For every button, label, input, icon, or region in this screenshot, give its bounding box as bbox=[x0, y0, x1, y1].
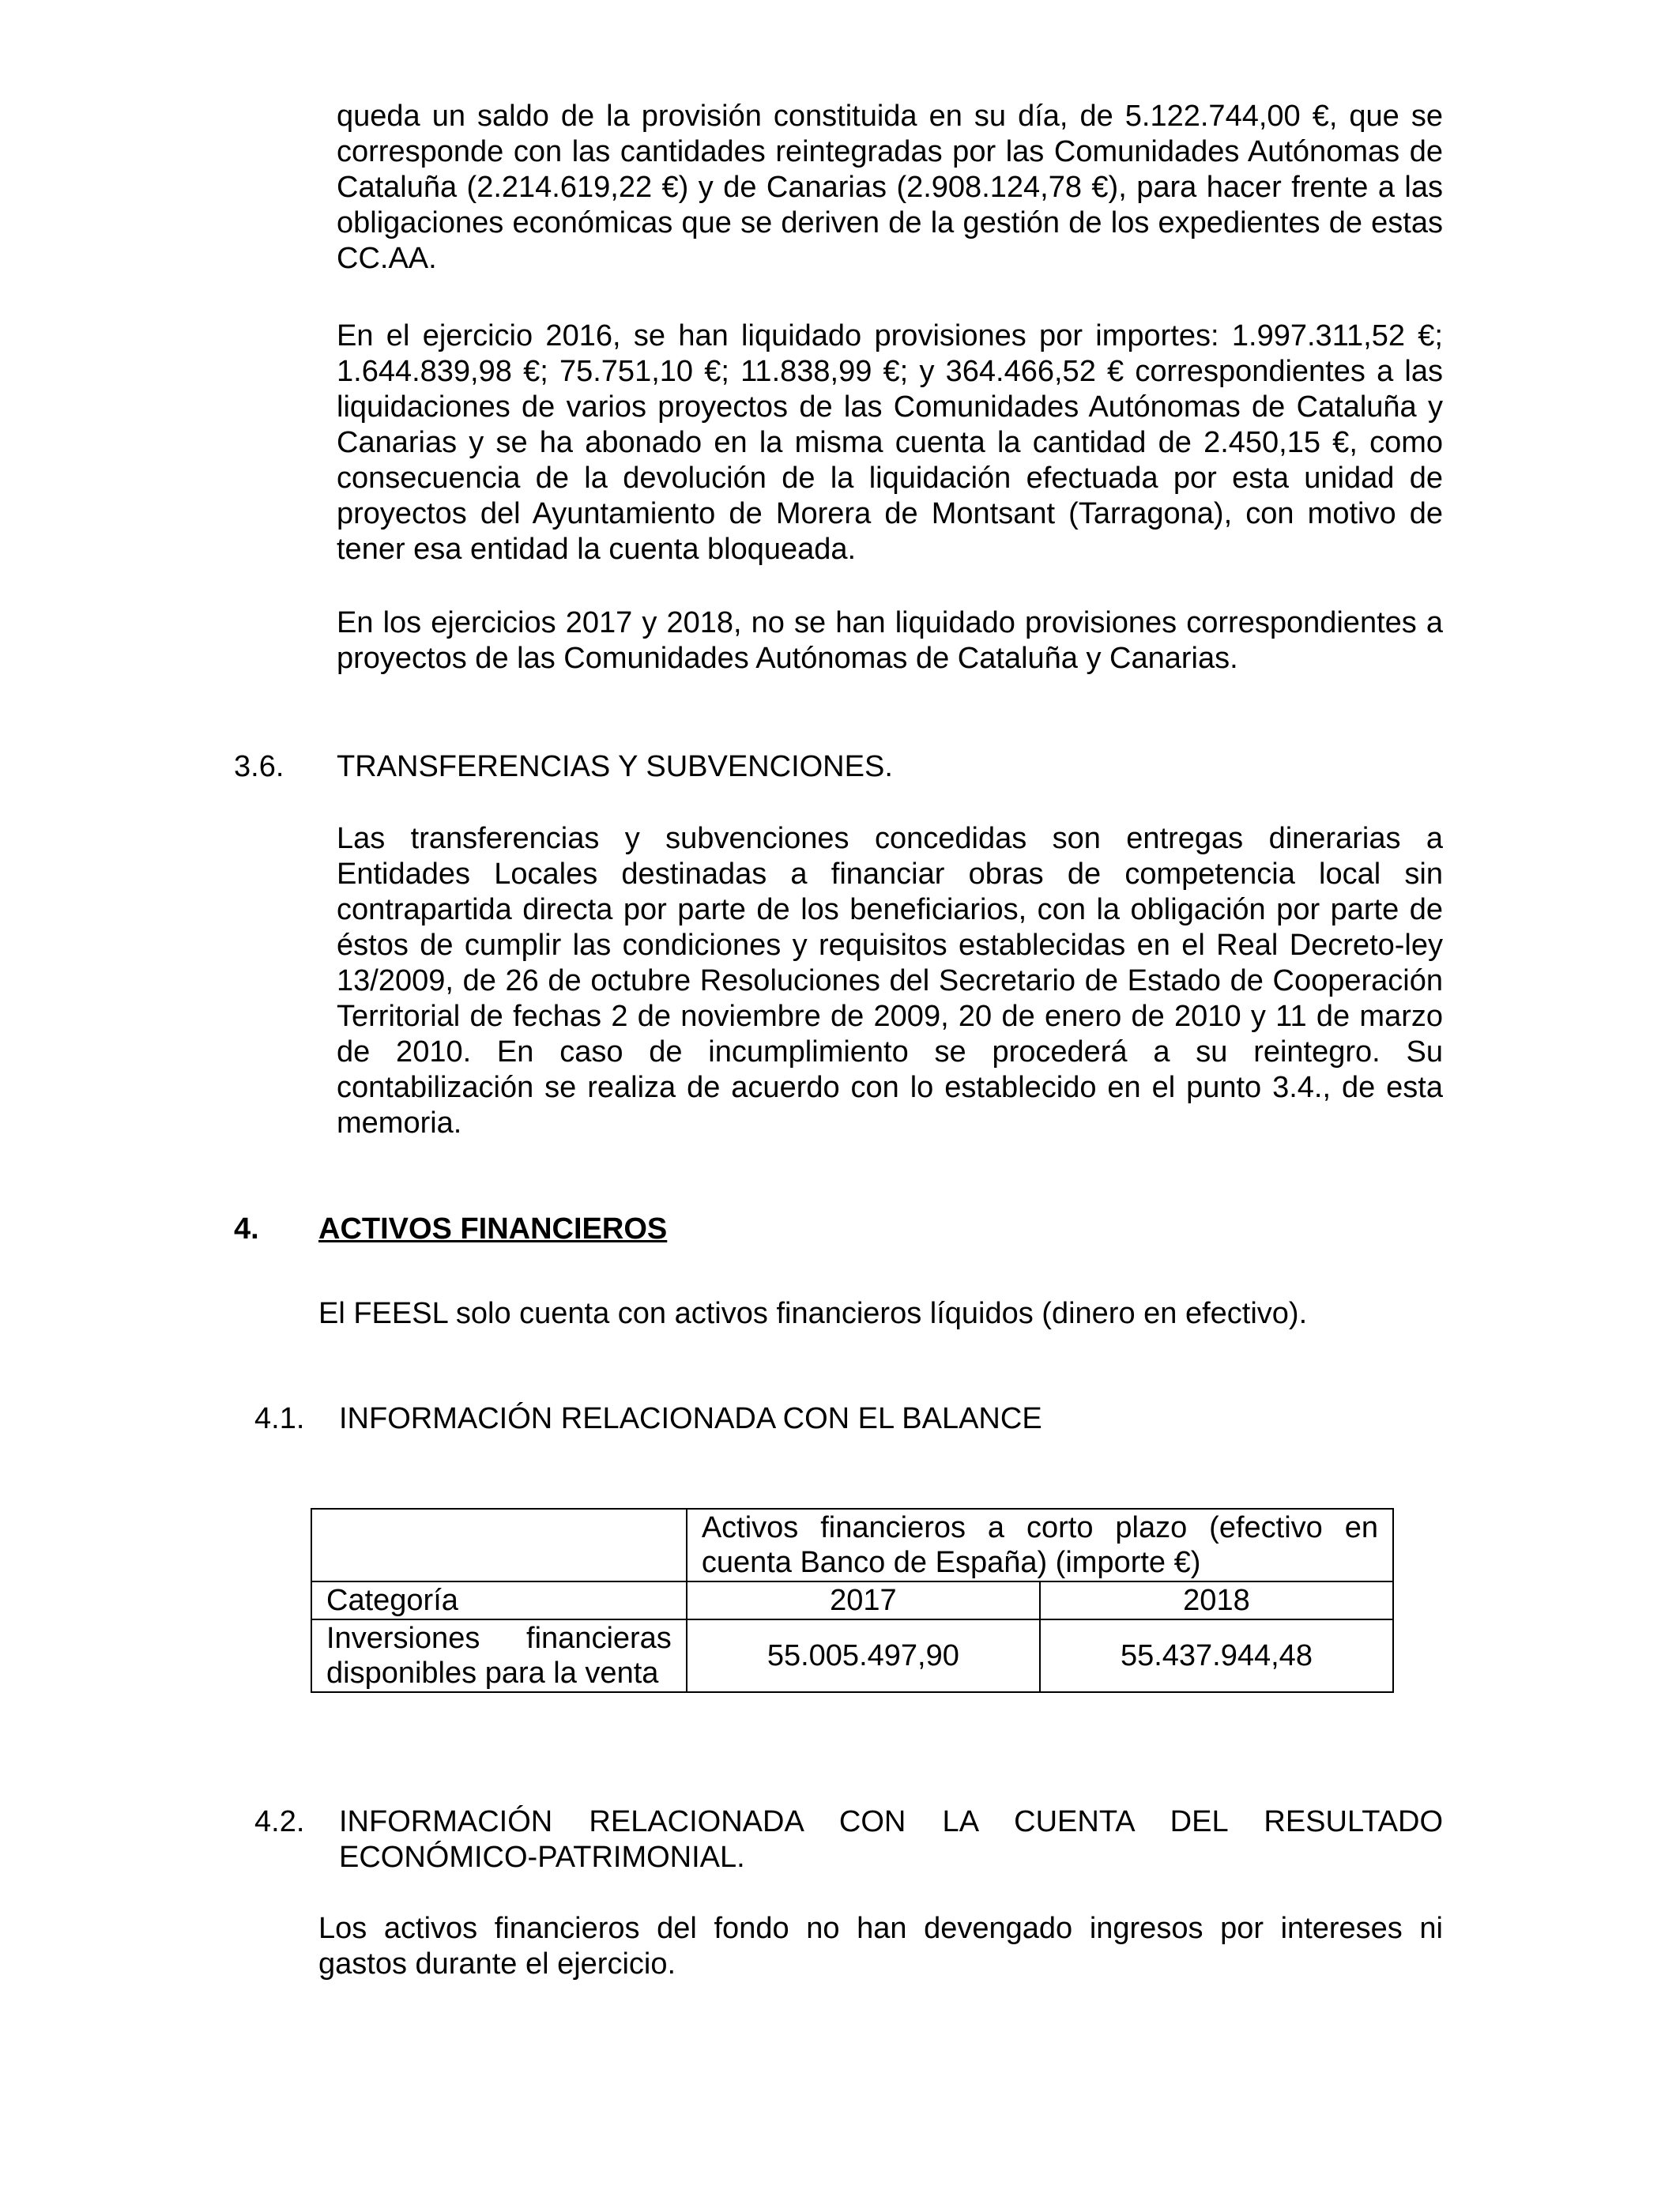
table-col-2017: 2017 bbox=[687, 1581, 1040, 1619]
table-header-row bbox=[311, 1509, 1393, 1581]
section-3-6-body: Las transferencias y subvenciones concedidas son entregas dinerarias a Entidades Locales destinadas a financiar obras de competencia local sin contrapartida directa por parte de los beneficiarios, con la obligación por parte de éstos de cumplir las condiciones y requisitos establecidas en el Real Decreto-ley 13/2009, de 26 de octubre Resoluciones del Secretario de Estado de Cooperación Territorial de fechas 2 de noviembre de 2009, 20 de enero de 2010 y 11 de marzo de 2010. En caso de incumplimiento se procederá a su reintegro. Su contabilización se realiza de acuerdo con lo establecido en el punto 3.4., de esta memoria. bbox=[337, 822, 1443, 1140]
section-4-title: ACTIVOS FINANCIEROS bbox=[318, 1212, 668, 1246]
table-column-row bbox=[311, 1581, 1393, 1619]
section-4-2-body: Los activos financieros del fondo no han devengado ingresos por intereses ni gastos durante el ejercicio. bbox=[318, 1912, 1443, 1981]
table-row-value-2017: 55.005.497,90 bbox=[687, 1619, 1040, 1692]
table-col-2018: 2018 bbox=[1040, 1581, 1393, 1619]
section-3-6-number: 3.6. bbox=[234, 750, 284, 783]
section-4-1-number: 4.1. bbox=[254, 1402, 305, 1435]
paragraph-provisions-2017-2018: En los ejercicios 2017 y 2018, no se han liquidado provisiones correspondientes a proyectos de las Comunidades Autónomas de Cataluña y Canarias. bbox=[337, 606, 1443, 675]
table-header-span: Activos financieros a corto plazo (efectivo en cuenta Banco de España) (importe €) bbox=[687, 1509, 1393, 1581]
table-row-label: Inversiones financieras disponibles para la venta bbox=[311, 1619, 687, 1692]
table-col-category: Categoría bbox=[311, 1581, 687, 1619]
table-row-value-2018: 55.437.944,48 bbox=[1040, 1619, 1393, 1692]
section-4-body: El FEESL solo cuenta con activos financieros líquidos (dinero en efectivo). bbox=[318, 1297, 1308, 1330]
paragraph-provisions-2016: En el ejercicio 2016, se han liquidado provisiones por importes: 1.997.311,52 €; 1.644.839,98 €; 75.751,10 €; 11.838,99 €; y 364.466,52 € correspondientes a las liquidaciones de varios proyectos de las Comunidades Autónomas de Cataluña y Canarias y se ha abonado en la misma cuenta la cantidad de 2.450,15 €, como consecuencia de la devolución de la liquidación efectuada por esta unidad de proyectos del Ayuntamiento de Morera de Montsant (Tarragona), con motivo de tener esa entidad la cuenta bloqueada. bbox=[337, 319, 1443, 566]
paragraph-provision-balance: queda un saldo de la provisión constituida en su día, de 5.122.744,00 €, que se corresponde con las cantidades reintegradas por las Comunidades Autónomas de Cataluña (2.214.619,22 €) y de Canarias (2.908.124,78 €), para hacer frente a las obligaciones económicas que se deriven de la gestión de los expedientes de estas CC.AA. bbox=[337, 100, 1443, 275]
section-4-2-title: INFORMACIÓN RELACIONADA CON LA CUENTA DEL RESULTADO ECONÓMICO-PATRIMONIAL. bbox=[339, 1805, 1443, 1874]
table-empty-cell bbox=[311, 1509, 687, 1581]
section-4-1-title: INFORMACIÓN RELACIONADA CON EL BALANCE bbox=[339, 1402, 1042, 1435]
section-4-number: 4. bbox=[234, 1212, 259, 1246]
balance-table bbox=[311, 1508, 1394, 1693]
section-4-2-number: 4.2. bbox=[254, 1805, 305, 1838]
section-3-6-title: TRANSFERENCIAS Y SUBVENCIONES. bbox=[337, 750, 893, 783]
table-row bbox=[311, 1619, 1393, 1692]
